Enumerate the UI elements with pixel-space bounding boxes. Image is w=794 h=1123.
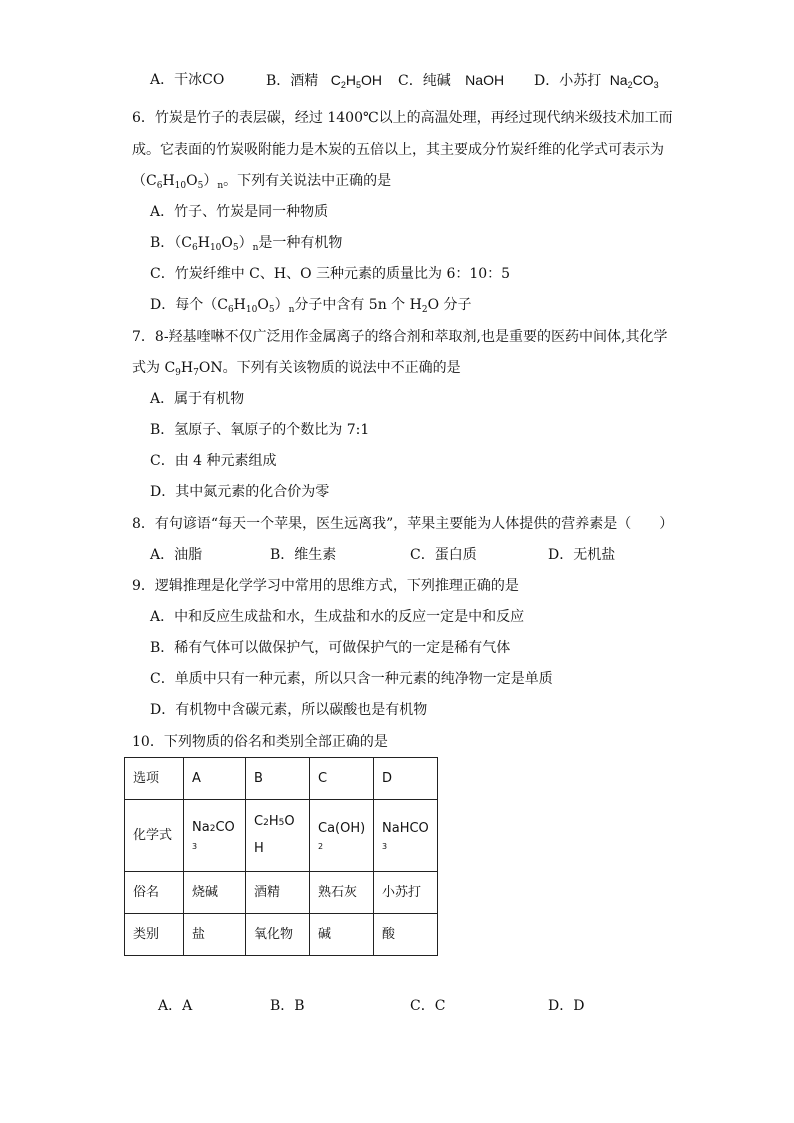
q6-stem-line2: 成。它表面的竹炭吸附能力是木炭的五倍以上，其主要成分竹炭纤维的化学式可表示为 bbox=[132, 142, 664, 158]
q10-stem: 10．下列物质的俗名和类别全部正确的是 bbox=[132, 734, 388, 750]
q10-option-b[interactable]: B．B bbox=[270, 998, 305, 1014]
table-cell: 酒精 bbox=[246, 872, 310, 914]
table-cell: 烧碱 bbox=[184, 872, 246, 914]
q7-option-a[interactable]: A．属于有机物 bbox=[150, 391, 245, 407]
q10-options bbox=[158, 996, 658, 1016]
q8-stem: 8．有句谚语“每天一个苹果，医生远离我”，苹果主要能为人体提供的营养素是（ ） bbox=[132, 516, 674, 532]
q5-option-c-formula: NaOH bbox=[465, 72, 505, 88]
q5-option-b-label: B．酒精 bbox=[266, 73, 319, 89]
q6-option-d[interactable]: D．每个$(C_6H_{10}O_5)_n$分子中含有 5n 个 $H_2O$ 分子 bbox=[150, 297, 472, 315]
q6-stem-line1: 6．竹炭是竹子的表层碳，经过 1400℃以上的高温处理，再经过现代纳米级技术加工而 bbox=[132, 110, 673, 126]
table-cell: 碱 bbox=[310, 914, 374, 956]
q5-option-d-formula: $Na_2CO_3$ bbox=[609, 72, 659, 90]
q9-stem: 9．逻辑推理是化学学习中常用的思维方式，下列推理正确的是 bbox=[132, 578, 519, 594]
q6-stem-line3: $(C_6H_{10}O_5)_n$。下列有关说法中正确的是 bbox=[132, 173, 392, 191]
q6-option-a[interactable]: A．竹子、竹炭是同一种物质 bbox=[150, 204, 329, 220]
q7-stem-line1: 7．8-羟基喹啉不仅广泛用作金属离子的络合剂和萃取剂,也是重要的医药中间体,其化学 bbox=[132, 329, 668, 345]
q10-option-c[interactable]: C．C bbox=[410, 998, 446, 1014]
q7-option-b[interactable]: B．氢原子、氧原子的个数比为 7:1 bbox=[150, 422, 370, 438]
table-cell: 类别 bbox=[125, 914, 184, 956]
table-row bbox=[125, 914, 438, 956]
q5-options bbox=[150, 70, 750, 90]
table-cell: 酸 bbox=[374, 914, 438, 956]
q9-option-a[interactable]: A．中和反应生成盐和水，生成盐和水的反应一定是中和反应 bbox=[150, 609, 525, 625]
table-cell: 氧化物 bbox=[246, 914, 310, 956]
table-row bbox=[125, 758, 438, 800]
table-row bbox=[125, 800, 438, 872]
table-cell: A bbox=[184, 758, 246, 800]
q5-option-b-formula: $C_2H_5OH$ bbox=[330, 72, 383, 90]
q10-table bbox=[124, 757, 438, 956]
q5-option-a[interactable]: A．干冰CO bbox=[150, 72, 225, 88]
q5-option-d-label: D．小苏打 bbox=[534, 73, 602, 89]
table-cell: C bbox=[310, 758, 374, 800]
q8-option-a[interactable]: A．油脂 bbox=[150, 547, 203, 563]
q8-option-d[interactable]: D．无机盐 bbox=[548, 547, 616, 563]
table-cell: Na2CO 3 bbox=[184, 800, 246, 872]
q7-option-d[interactable]: D．其中氮元素的化合价为零 bbox=[150, 484, 330, 500]
q10-option-d[interactable]: D．D bbox=[548, 998, 585, 1014]
q5-option-b[interactable] bbox=[266, 70, 382, 91]
table-cell: 选项 bbox=[125, 758, 184, 800]
table-cell: NaHCO 3 bbox=[374, 800, 438, 872]
q10-option-a[interactable]: A．A bbox=[158, 998, 193, 1014]
q7-stem-line2: 式为 $C_9H_7ON$。下列有关该物质的说法中不正确的是 bbox=[132, 360, 461, 378]
q8-options bbox=[150, 545, 650, 565]
table-cell: 俗名 bbox=[125, 872, 184, 914]
q5-option-d[interactable] bbox=[534, 70, 659, 91]
table-cell: B bbox=[246, 758, 310, 800]
table-cell: C2H5O H bbox=[246, 800, 310, 872]
q8-option-c[interactable]: C．蛋白质 bbox=[410, 547, 477, 563]
table-cell: 熟石灰 bbox=[310, 872, 374, 914]
q5-option-c[interactable] bbox=[398, 70, 504, 91]
q9-option-d[interactable]: D．有机物中含碳元素，所以碳酸也是有机物 bbox=[150, 702, 428, 718]
table-cell: 化学式 bbox=[125, 800, 184, 872]
q9-option-b[interactable]: B．稀有气体可以做保护气，可做保护气的一定是稀有气体 bbox=[150, 640, 511, 656]
table-cell: 盐 bbox=[184, 914, 246, 956]
table-cell: Ca(OH) 2 bbox=[310, 800, 374, 872]
q7-option-c[interactable]: C．由 4 种元素组成 bbox=[150, 453, 277, 469]
q8-option-b[interactable]: B．维生素 bbox=[270, 547, 337, 563]
table-cell: D bbox=[374, 758, 438, 800]
q5-option-c-label: C．纯碱 bbox=[398, 73, 451, 89]
q6-option-b[interactable]: B．$(C_6H_{10}O_5)_n$是一种有机物 bbox=[150, 235, 343, 253]
q6-option-c[interactable]: C．竹炭纤维中 C、H、O 三种元素的质量比为 6：10：5 bbox=[150, 266, 511, 282]
table-cell: 小苏打 bbox=[374, 872, 438, 914]
q9-option-c[interactable]: C．单质中只有一种元素，所以只含一种元素的纯净物一定是单质 bbox=[150, 671, 553, 687]
table-row bbox=[125, 872, 438, 914]
